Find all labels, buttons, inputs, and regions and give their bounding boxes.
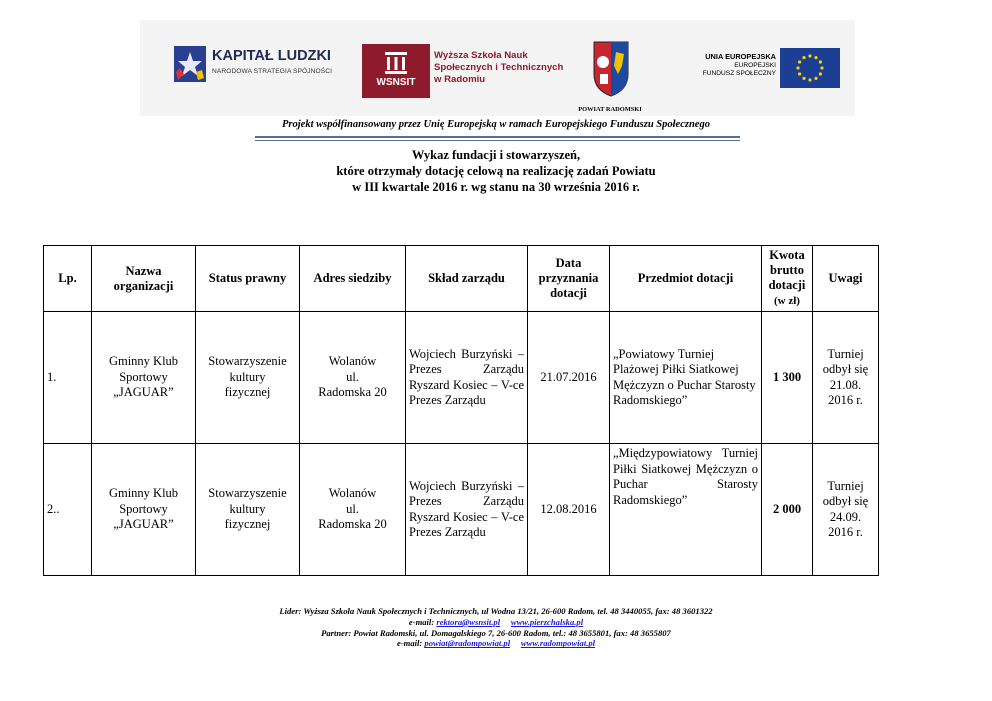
cell-address-line1: Wolanów <box>328 354 377 369</box>
header-date-line1: Data <box>555 256 582 270</box>
wsnsit-name-line2: Społecznych i Technicznych <box>434 62 564 73</box>
cell-status-line1: Stowarzyszenie <box>208 354 287 369</box>
cell-address-line3: Radomska 20 <box>318 385 387 400</box>
cell-address <box>300 444 406 576</box>
table-header-row <box>44 246 879 312</box>
cell-lp: 2.. <box>44 444 92 576</box>
footer-leader-contact <box>0 617 992 628</box>
cell-name-line2: Sportowy <box>119 369 168 384</box>
kapital-ludzki-logo <box>170 42 350 92</box>
header-rule-thin <box>255 140 740 141</box>
eu-line3: FUNDUSZ SPOŁECZNY <box>702 70 776 77</box>
powiat-radomski-logo <box>560 40 660 116</box>
eu-line2: EUROPEJSKI <box>734 62 776 69</box>
cell-notes <box>813 312 879 444</box>
partner-www-link[interactable]: www.radompowiat.pl <box>520 638 596 649</box>
header-date-line3: dotacji <box>550 286 587 300</box>
title-line1: Wykaz fundacji i stowarzyszeń, <box>411 148 581 162</box>
partner-email-link[interactable]: powiat@radompowiat.pl <box>424 638 511 649</box>
header-name <box>92 246 196 312</box>
wsnsit-emblem <box>362 44 430 98</box>
cell-notes-line2: odbył się <box>822 362 869 376</box>
header-amount-line4: (w zł) <box>774 295 800 307</box>
kapital-ludzki-subtitle: NARODOWA STRATEGIA SPÓJNOŚCI <box>212 68 333 75</box>
cell-name-line1: Gminny Klub <box>108 354 179 369</box>
cell-status-line2: kultury <box>229 501 266 516</box>
wsnsit-abbr: WSNSIT <box>376 77 416 88</box>
cell-name-line3: „JAGUAR” <box>113 517 174 532</box>
eu-flag-icon <box>780 48 840 88</box>
header-rule <box>255 136 740 138</box>
cell-date: 12.08.2016 <box>528 444 610 576</box>
wsnsit-name-line1: Wyższa Szkoła Nauk <box>434 50 528 61</box>
header-notes: Uwagi <box>813 246 879 312</box>
logo-strip <box>140 20 855 116</box>
title-line3: w III kwartale 2016 r. wg stanu na 30 września 2016 r. <box>352 180 640 194</box>
cell-board: Wojciech Burzyński – Prezes Zarządu Ryszard Kosiec – V-ce Prezes Zarządu <box>406 312 528 444</box>
cell-name <box>92 444 196 576</box>
header-board: Skład zarządu <box>406 246 528 312</box>
kapital-ludzki-title: KAPITAŁ LUDZKI <box>212 48 331 64</box>
cell-notes <box>813 444 879 576</box>
table-row <box>44 444 879 576</box>
cell-notes-line4: 2016 r. <box>828 525 863 539</box>
cell-lp: 1. <box>44 312 92 444</box>
cell-status-line1: Stowarzyszenie <box>208 486 287 501</box>
cell-address-line2: ul. <box>346 501 359 516</box>
footer <box>0 606 992 649</box>
header-amount-line1: Kwota <box>769 248 805 262</box>
footer-leader-line <box>0 606 992 617</box>
header-amount-line2: brutto <box>769 263 805 277</box>
coat-of-arms-icon <box>592 40 630 98</box>
eu-stars-icon <box>780 48 840 88</box>
header-date-line2: przyznania <box>538 271 599 285</box>
cell-subject: „Powiatowy Turniej Plażowej Piłki Siatkowej Mężczyzn o Puchar Starosty Radomskiego” <box>610 312 762 444</box>
cofinancing-note: Projekt współfinansowany przez Unię Europejską w ramach Europejskiego Funduszu Społecznego <box>282 119 710 130</box>
leader-www-link[interactable]: www.pierzchalska.pl <box>510 616 584 627</box>
header-name-line1: Nazwa <box>125 263 162 278</box>
wsnsit-logo <box>362 44 572 98</box>
footer-partner-contact <box>0 638 992 649</box>
header-date <box>528 246 610 312</box>
partner-email-label: e-mail: <box>396 638 423 649</box>
eu-logo <box>682 46 852 94</box>
cell-notes-line3: 24.09. <box>829 509 862 524</box>
leader-text: Wyższa Szkoła Nauk Społecznych i Technicznych, ul Wodna 13/21, 26-600 Radom, tel. 48 3440055, fax: 48 3601322 <box>303 606 713 616</box>
cell-status <box>196 444 300 576</box>
footer-partner-line <box>0 628 992 639</box>
leader-label: Lider: <box>279 606 302 616</box>
columns-icon <box>384 52 408 74</box>
cell-amount: 1 300 <box>762 312 813 444</box>
cell-status-line3: fizycznej <box>224 385 271 400</box>
header-address: Adres siedziby <box>300 246 406 312</box>
cell-status <box>196 312 300 444</box>
title-line2: które otrzymały dotację celową na realizację zadań Powiatu <box>336 164 656 178</box>
cell-notes-line2: odbył się <box>822 494 869 508</box>
cell-notes-line3: 21.08. <box>829 377 862 392</box>
powiat-radomski-caption: POWIAT RADOMSKI <box>578 106 642 113</box>
kapital-ludzki-star-icon <box>170 42 210 88</box>
wsnsit-name-line3: w Radomiu <box>434 74 486 85</box>
header-name-line2: organizacji <box>113 278 174 293</box>
leader-email-link[interactable]: rektora@wsnsit.pl <box>436 616 501 627</box>
header-amount-line3: dotacji <box>768 278 806 292</box>
partner-text: Powiat Radomski, ul. Domagalskiego 7, 26-600 Radom, tel.: 48 3655801, fax: 48 3655807 <box>353 627 671 638</box>
grants-table <box>43 245 879 576</box>
cell-notes-line1: Turniej <box>827 478 864 493</box>
leader-email-label: e-mail: <box>408 616 435 627</box>
document-title <box>0 147 992 195</box>
eu-line1: UNIA EUROPEJSKA <box>705 52 776 61</box>
table-row <box>44 312 879 444</box>
partner-label: Partner: <box>321 627 352 638</box>
cell-amount: 2 000 <box>762 444 813 576</box>
cell-name-line2: Sportowy <box>119 501 168 516</box>
cell-board: Wojciech Burzyński – Prezes Zarządu Ryszard Kosiec – V-ce Prezes Zarządu <box>406 444 528 576</box>
header-lp: Lp. <box>44 246 92 312</box>
header-status: Status prawny <box>196 246 300 312</box>
cell-name-line1: Gminny Klub <box>108 486 179 501</box>
cell-name <box>92 312 196 444</box>
header-subject: Przedmiot dotacji <box>610 246 762 312</box>
cell-notes-line4: 2016 r. <box>828 393 863 407</box>
cell-address-line3: Radomska 20 <box>318 517 387 532</box>
cell-status-line3: fizycznej <box>224 517 271 532</box>
eu-lines <box>703 62 776 78</box>
wsnsit-name <box>434 50 563 86</box>
cell-subject: „Międzypowiatowy Turniej Piłki Siatkowej Mężczyzn o Puchar Starosty Radomskiego” <box>610 444 762 576</box>
cell-address-line2: ul. <box>346 369 359 384</box>
cell-notes-line1: Turniej <box>827 346 864 361</box>
cell-status-line2: kultury <box>229 369 266 384</box>
cell-date: 21.07.2016 <box>528 312 610 444</box>
header-amount <box>762 246 813 312</box>
cell-address-line1: Wolanów <box>328 486 377 501</box>
cell-address <box>300 312 406 444</box>
cell-name-line3: „JAGUAR” <box>113 385 174 400</box>
